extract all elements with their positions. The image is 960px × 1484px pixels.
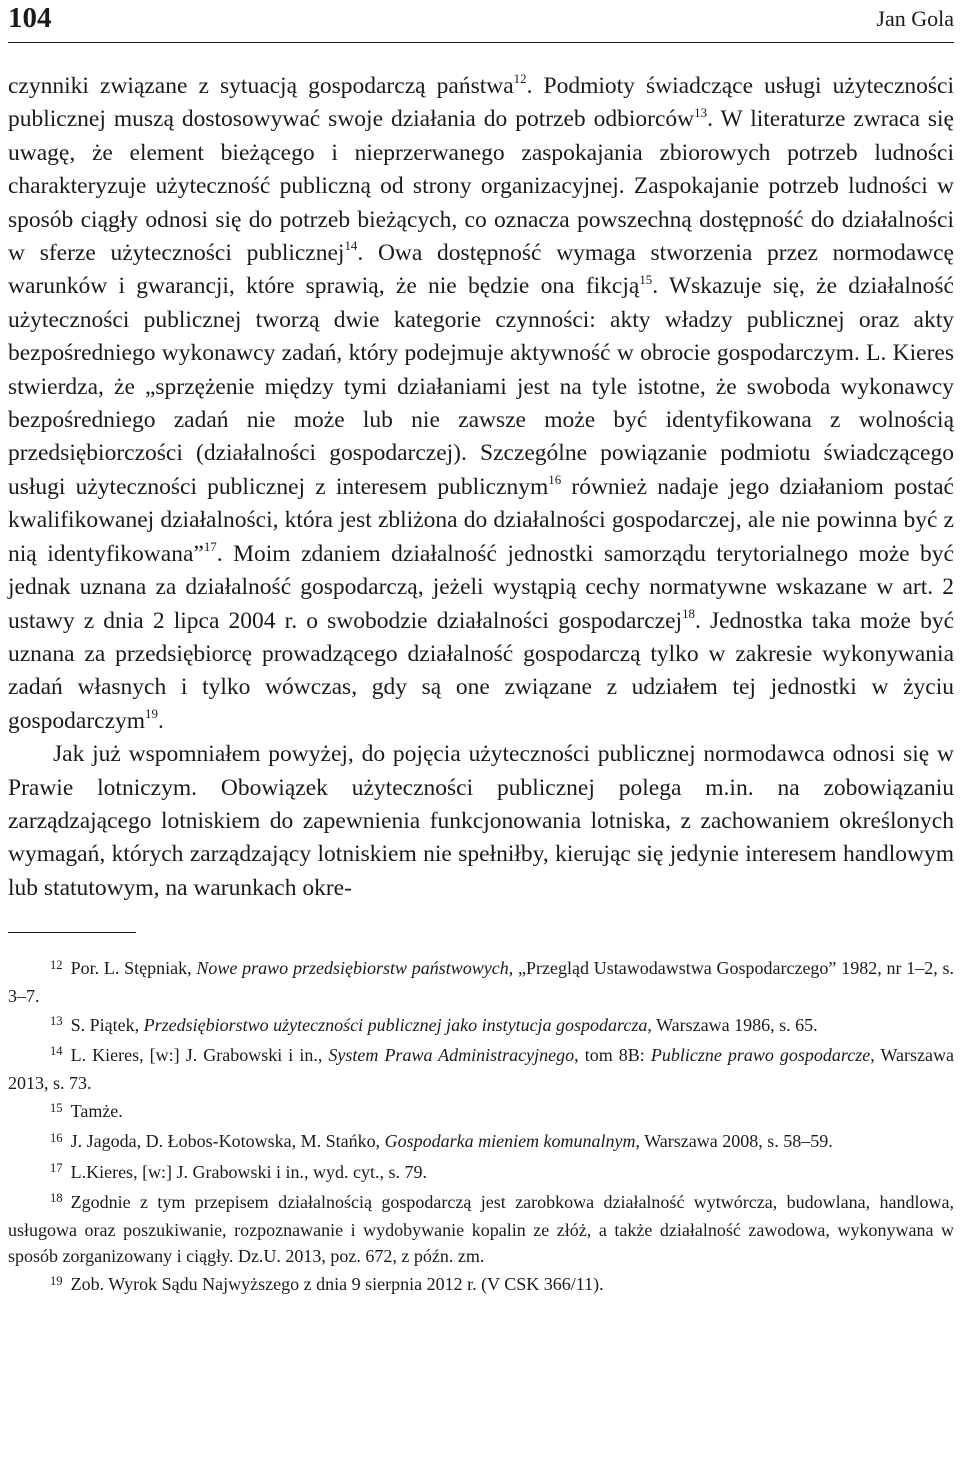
running-header (8, 0, 954, 43)
body-text (8, 70, 954, 905)
text-run: Tamże. (70, 1101, 123, 1122)
footnote-number: 19 (50, 1273, 63, 1288)
italic-title: System Prawa Administracyjnego (328, 1044, 575, 1065)
footnote-reference: 18 (682, 605, 695, 621)
text-run: J. Jagoda, D. Łobos-Kotowska, M. Stańko, (70, 1131, 385, 1152)
footnote-reference: 12 (513, 71, 527, 87)
footnote-reference: 19 (145, 706, 158, 722)
text-run: . Podmioty świadczące usługi użyteczności publicznej muszą dostosowywać swoje działania do potrzeb odbiorców (8, 73, 954, 133)
footnote-reference: 14 (344, 238, 358, 254)
text-run: Jak już wspomniałem powyżej, do pojęcia użyteczności publicznej normodawca odnosi się w Prawie lotniczym. Obowiązek użyteczności publicznej polega m.in. na zobowiązaniu zarządzającego lotniskiem do zapewnienia funkcjonowania lotniska, z zachowaniem określonych wymagań, których zarządzający lotniskiem nie spełniłby, kierując się jedynie interesem handlowym lub statutowym, na warunkach okre- (8, 741, 954, 901)
italic-title: Gospodarka mieniem komunalnym (384, 1131, 636, 1152)
footnote (8, 1012, 954, 1040)
text-run: . (157, 707, 164, 734)
text-run: L.Kieres, [w:] J. Grabowski i in., wyd. cyt., s. 79. (70, 1161, 428, 1182)
text-run: czynniki związane z sytuacją gospodarczą państwa (8, 73, 514, 99)
text-run: . Moim zdaniem działalność jednostki samorządu terytorialnego może być jednak uznana za działalność gospodarczą, jeżeli wystąpią cechy normatywne wskazane w art. 2 ustawy z dnia 2 lipca 2004 r. o swobodzie działalności gospodarczej (8, 540, 954, 634)
text-run: . Jednostka taka może być uznana za przedsiębiorcę prowadzącego działalność gospodarczą tylko w zakresie wykonywania zadań własnych i tylko wówczas, gdy są one związane z udziałem tej jednostki w życiu gospodarczym (8, 607, 955, 734)
footnote-reference: 15 (639, 271, 653, 287)
footnotes (8, 955, 954, 1299)
italic-title: Publiczne prawo gospodarcze (650, 1044, 871, 1065)
paragraph (8, 738, 954, 905)
footnote-number: 14 (50, 1044, 63, 1059)
text-run: . Wskazuje się, że działalność użyteczności publicznej tworzą dwie kategorie czynności: akty władzy publicznej oraz akty bezpośredniego wykonawcy zadań, który podejmuje aktywność w obrocie gospodarczym. L. Kieres stwierdza, że „sprzężenie między tymi działaniami jest na tyle istotne, że swoboda wykonawcy bezpośredniego zadań nie może lub nie zawsze może być identyfikowana z wolnością przedsiębiorczości (działalności gospodarczej). Szczególne powiązanie podmiotu świadczącego usługi użyteczności publicznej z interesem publicznym (8, 273, 954, 500)
footnote-number: 16 (50, 1130, 63, 1145)
text-run: . W literaturze zwraca się uwagę, że element bieżącego i nieprzerwanego zaspokajania zbiorowych potrzeb ludności charakteryzuje użyteczność publiczną od strony organizacyjnej. Zaspokajanie potrzeb ludności w sposób ciągły odnosi się do potrzeb bieżących, co oznacza powszechną dostępność do działalności w sferze użyteczności publicznej (8, 106, 954, 267)
footnote-number: 12 (50, 957, 63, 972)
text-run: , Warszawa 2013, s. 73. (8, 1044, 954, 1093)
paragraph (8, 70, 954, 738)
text-run: , Warszawa 1986, s. 65. (647, 1014, 818, 1035)
text-run: również nadaje jego działaniom postać kwalifikowanej działalności, która jest zbliżona do działalności gospodarczej, ale nie powinna być z nią identyfikowana” (8, 473, 954, 567)
text-run: Zob. Wyrok Sądu Najwyższego z dnia 9 sierpnia 2012 r. (V CSK 366/11). (70, 1274, 604, 1295)
text-run: , tom 8B: (574, 1044, 651, 1065)
footnote (8, 1098, 954, 1126)
footnote-number: 13 (50, 1013, 63, 1028)
text-run: , Warszawa 2008, s. 58–59. (635, 1131, 833, 1152)
footnote-number: 15 (50, 1100, 63, 1115)
footnote-reference: 17 (203, 539, 217, 554)
text-run: , „Przegląd Ustawodawstwa Gospodarczego” 1982, nr 1–2, s. 3–7. (8, 958, 954, 1007)
running-head-author: Jan Gola (876, 6, 954, 31)
footnote (8, 955, 954, 1009)
text-run: S. Piątek, (70, 1014, 144, 1035)
text-run: Zgodnie z tym przepisem działalnością gospodarczą jest zarobkowa działalność wytwórcza, budowlana, handlowa, usługowa oraz poszukiwanie, rozpoznawanie i wydobywanie kopalin ze złóż, a także działalność zawodowa, wykonywana w sposób zorganizowany i ciągły. Dz.U. 2013, poz. 672, z późn. zm. (8, 1191, 954, 1267)
footnote (8, 1159, 954, 1187)
footnote (8, 1189, 954, 1270)
footnote (8, 1128, 954, 1156)
footnote-number: 18 (50, 1191, 63, 1206)
text-run: . Owa dostępność wymaga stworzenia przez normodawcę warunków i gwarancji, które sprawią, że nie będzie ona fikcją (8, 240, 954, 300)
italic-title: Nowe prawo przedsiębiorstw państwowych (196, 958, 509, 979)
page-number: 104 (8, 2, 52, 34)
footnote-reference: 13 (694, 104, 708, 120)
text-run: Por. L. Stępniak, (70, 958, 197, 979)
footnote-separator (8, 932, 136, 933)
footnote (8, 1271, 954, 1299)
footnote-reference: 16 (548, 472, 562, 488)
footnote-number: 17 (50, 1160, 63, 1175)
italic-title: Przedsiębiorstwo użyteczności publicznej jako instytucja gospodarcza (143, 1014, 648, 1035)
document-page (8, 0, 954, 1302)
footnote (8, 1042, 954, 1096)
text-run: L. Kieres, [w:] J. Grabowski i in., (70, 1044, 329, 1065)
